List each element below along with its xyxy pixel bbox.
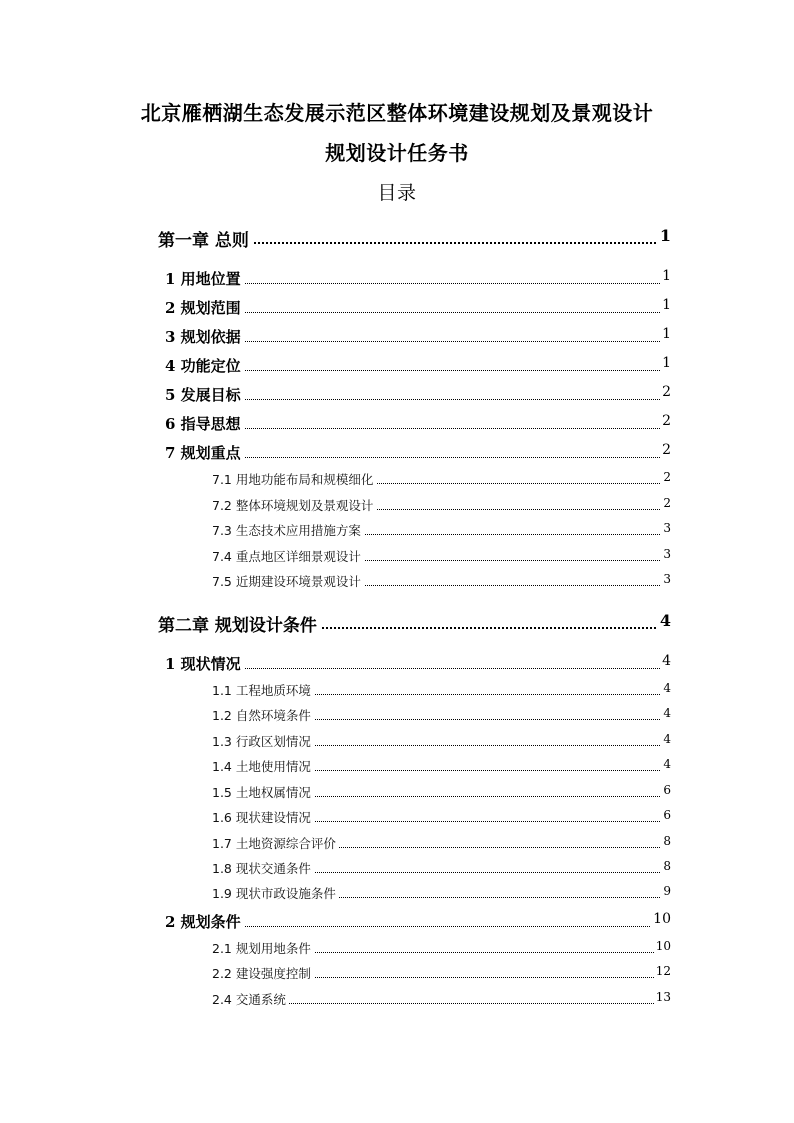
toc-section-entry[interactable] — [0, 355, 794, 379]
toc-page-number: 2 — [662, 413, 671, 429]
toc-page-number: 1 — [662, 297, 671, 313]
toc-subsection-entry[interactable] — [0, 572, 794, 596]
toc-entry-label: 7.5 近期建设环境景观设计 — [212, 572, 364, 590]
toc-subsection-entry[interactable] — [0, 732, 794, 756]
toc-page-number: 4 — [659, 611, 671, 630]
toc-entry-label: 1.3 行政区划情况 — [212, 732, 314, 750]
toc-subsection-entry[interactable] — [0, 990, 794, 1014]
toc-subsection-entry[interactable] — [0, 834, 794, 858]
toc-section-entry[interactable] — [0, 413, 794, 437]
toc-subsection-entry[interactable] — [0, 939, 794, 963]
toc-entry-label: 4 功能定位 — [165, 355, 244, 376]
toc-entry-label: 7.1 用地功能布局和规模细化 — [212, 470, 376, 488]
toc-page-number: 3 — [663, 547, 671, 561]
toc-page-number: 1 — [662, 326, 671, 342]
toc-entry-label: 第一章 总则 — [158, 226, 252, 251]
toc-chapter-entry[interactable] — [0, 226, 794, 250]
toc-section-entry[interactable] — [0, 442, 794, 466]
toc-page-number: 1 — [659, 226, 671, 245]
toc-subsection-entry[interactable] — [0, 470, 794, 494]
toc-entry-label: 2 规划范围 — [165, 297, 244, 318]
document-subtitle: 规划设计任务书 — [325, 141, 469, 165]
toc-entry-label: 2 规划条件 — [165, 911, 244, 932]
toc-entry-label: 1.6 现状建设情况 — [212, 808, 314, 826]
toc-entry-label: 1.2 自然环境条件 — [212, 706, 314, 724]
toc-subsection-entry[interactable] — [0, 884, 794, 908]
toc-page-number: 8 — [663, 859, 671, 873]
toc-page-number: 2 — [663, 470, 671, 484]
toc-entry-label: 1 用地位置 — [165, 268, 244, 289]
toc-page-number: 4 — [662, 653, 671, 669]
toc-entry-label: 1.4 土地使用情况 — [212, 757, 314, 775]
toc-entry-label: 7.2 整体环境规划及景观设计 — [212, 496, 376, 514]
toc-entry-label: 1.8 现状交通条件 — [212, 859, 314, 877]
toc-page-number: 3 — [663, 521, 671, 535]
toc-chapter-entry[interactable] — [0, 611, 794, 635]
toc-entry-label: 7.4 重点地区详细景观设计 — [212, 547, 364, 565]
toc-page-number: 4 — [663, 681, 671, 695]
toc-entry-label: 2.1 规划用地条件 — [212, 939, 314, 957]
toc-entry-label: 第二章 规划设计条件 — [158, 611, 320, 636]
toc-subsection-entry[interactable] — [0, 964, 794, 988]
toc-subsection-entry[interactable] — [0, 521, 794, 545]
toc-section-entry[interactable] — [0, 384, 794, 408]
toc-subsection-entry[interactable] — [0, 859, 794, 883]
toc-subsection-entry[interactable] — [0, 547, 794, 571]
toc-section-entry[interactable] — [0, 326, 794, 350]
toc-page-number: 2 — [662, 442, 671, 458]
toc-subsection-entry[interactable] — [0, 783, 794, 807]
toc-section-entry[interactable] — [0, 268, 794, 292]
toc-page-number: 2 — [662, 384, 671, 400]
toc-page-number: 1 — [662, 355, 671, 371]
toc-entry-label: 1.9 现状市政设施条件 — [212, 884, 339, 902]
toc-subsection-entry[interactable] — [0, 757, 794, 781]
toc-subsection-entry[interactable] — [0, 706, 794, 730]
toc-section-entry[interactable] — [0, 297, 794, 321]
toc-entry-label: 1 现状情况 — [165, 653, 244, 674]
toc-page-number: 1 — [662, 268, 671, 284]
toc-page-number: 13 — [655, 990, 671, 1004]
toc-entry-label: 7 规划重点 — [165, 442, 244, 463]
toc-entry-label: 5 发展目标 — [165, 384, 244, 405]
toc-entry-label: 2.4 交通系统 — [212, 990, 289, 1008]
toc-page-number: 2 — [663, 496, 671, 510]
toc-entry-label: 7.3 生态技术应用措施方案 — [212, 521, 364, 539]
toc-section-entry[interactable] — [0, 653, 794, 677]
toc-subsection-entry[interactable] — [0, 496, 794, 520]
toc-page-number: 4 — [663, 706, 671, 720]
toc-entry-label: 1.7 土地资源综合评价 — [212, 834, 339, 852]
toc-page-number: 10 — [655, 939, 671, 953]
toc-page-number: 6 — [663, 808, 671, 822]
toc-entry-label: 1.1 工程地质环境 — [212, 681, 314, 699]
toc-entry-label: 1.5 土地权属情况 — [212, 783, 314, 801]
toc-page-number: 4 — [663, 757, 671, 771]
toc-entry-label: 6 指导思想 — [165, 413, 244, 434]
toc-entry-label: 3 规划依据 — [165, 326, 244, 347]
toc-page-number: 9 — [663, 884, 671, 898]
document-title: 北京雁栖湖生态发展示范区整体环境建设规划及景观设计 — [140, 101, 654, 125]
toc-section-entry[interactable] — [0, 911, 794, 935]
toc-entry-label: 2.2 建设强度控制 — [212, 964, 314, 982]
toc-page-number: 8 — [663, 834, 671, 848]
toc-page-number: 4 — [663, 732, 671, 746]
toc-subsection-entry[interactable] — [0, 808, 794, 832]
toc-heading: 目录 — [377, 182, 417, 204]
toc-page-number: 6 — [663, 783, 671, 797]
toc-page-number: 12 — [655, 964, 671, 978]
toc-subsection-entry[interactable] — [0, 681, 794, 705]
toc-page-number: 3 — [663, 572, 671, 586]
toc-page-number: 10 — [653, 911, 671, 927]
